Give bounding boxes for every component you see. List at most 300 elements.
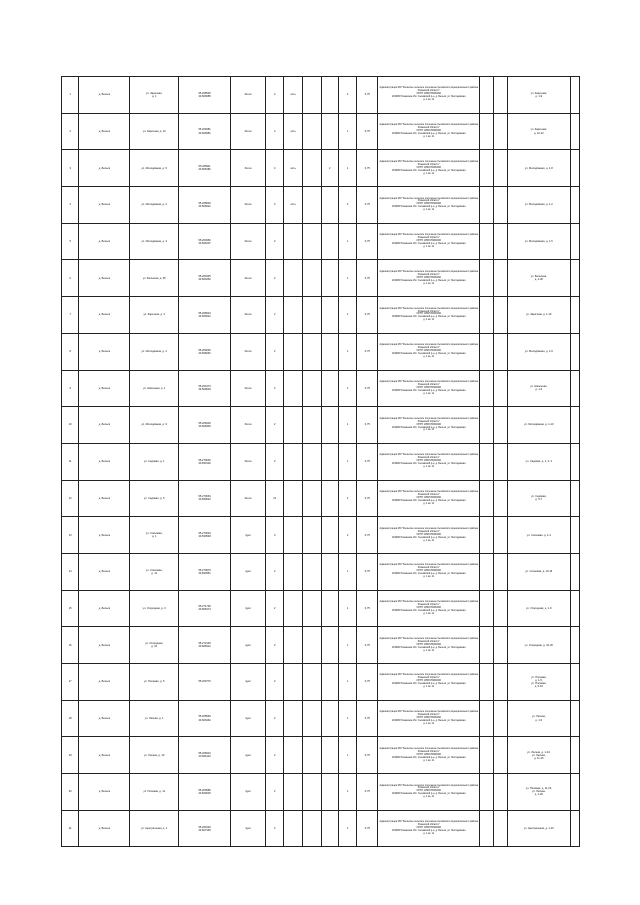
settlement-cell: д. Бельск xyxy=(79,187,130,224)
container-count-extra-cell xyxy=(321,113,338,150)
table-row xyxy=(62,297,580,334)
empty-cell xyxy=(302,700,321,737)
empty-cell xyxy=(494,664,508,701)
coordinates-cell: 55.268923 43.826521 xyxy=(179,297,231,334)
area-cell: 2 xyxy=(265,700,284,737)
coordinates-cell: 55.270046 43.830102 xyxy=(179,443,231,480)
empty-cell xyxy=(480,664,494,701)
empty-cell xyxy=(302,443,321,480)
empty-cell xyxy=(480,370,494,407)
served-objects-cell: ул. Сосновая, д. 10-15 xyxy=(508,553,571,590)
table-row xyxy=(62,553,580,590)
settlement-cell: д. Бельск xyxy=(79,664,130,701)
empty-cell xyxy=(494,297,508,334)
empty-cell xyxy=(570,260,579,297)
container-volume-cell: 0,75 xyxy=(357,774,378,811)
empty-cell xyxy=(302,370,321,407)
surface-type-cell: бетон xyxy=(231,260,266,297)
container-count-extra-cell: 2 xyxy=(321,150,338,187)
empty-cell xyxy=(302,187,321,224)
street-address-cell: ул. Молодёжная, д. 9 xyxy=(130,407,179,444)
empty-cell xyxy=(570,443,579,480)
container-volume-cell: 0,75 xyxy=(357,260,378,297)
empty-cell xyxy=(480,333,494,370)
served-objects-cell: ул. Полевая, д. 11-15, ул. Лесная, д. 1-20 xyxy=(508,774,571,811)
surface-type-cell: бетон xyxy=(231,443,266,480)
area-cell: 12 xyxy=(265,480,284,517)
served-objects-cell: ул. Заречная, д. 10-12 xyxy=(508,113,571,150)
container-count-cell: 1 xyxy=(338,407,357,444)
table-row xyxy=(62,113,580,150)
coordinates-cell: 55.269980 43.829025 xyxy=(179,774,231,811)
owner-organization-cell: Администрация МО "Бельское сельское поселение Сычёвского муниципального района Рязанской области" ОГРН 1056725000000 215280 Рязанская обл. Сычёвский р-н, д. Бельск, ул. Молодёжная д. 1 кв. 11 xyxy=(378,480,480,517)
empty-cell xyxy=(302,260,321,297)
served-objects-cell: ул. Молодёжная, д. 1-8 xyxy=(508,150,571,187)
empty-cell xyxy=(570,77,579,114)
empty-cell xyxy=(480,774,494,811)
street-address-cell: ул. Садовая, д. 5 xyxy=(130,480,179,517)
empty-cell xyxy=(302,517,321,554)
surface-type-cell: бетон xyxy=(231,187,266,224)
area-cell: 2 xyxy=(265,810,284,847)
area-cell: 2 xyxy=(265,333,284,370)
empty-cell xyxy=(494,627,508,664)
empty-cell xyxy=(494,113,508,150)
coordinates-cell: 55.268926 43.828321 xyxy=(179,187,231,224)
empty-cell xyxy=(302,664,321,701)
document-sheet xyxy=(61,76,580,847)
street-address-cell: ул. Полевая, д. 11 xyxy=(130,774,179,811)
settlement-cell: д. Бельск xyxy=(79,260,130,297)
container-count-extra-cell xyxy=(321,77,338,114)
cover-cell xyxy=(284,664,303,701)
cover-cell xyxy=(284,297,303,334)
empty-cell xyxy=(480,553,494,590)
cover-cell xyxy=(284,223,303,260)
table-row xyxy=(62,664,580,701)
empty-cell xyxy=(570,517,579,554)
container-volume-cell: 0,75 xyxy=(357,370,378,407)
served-objects-cell: ул. Бельская, д. 1-36 xyxy=(508,260,571,297)
owner-organization-cell: Администрация МО "Бельское сельское поселение Сычёвского муниципального района Рязанской области" ОГРН 1056725000000 215280 Рязанская обл. Сычёвский р-н, д. Бельск, ул. Молодёжная д. 1 кв. 11 xyxy=(378,700,480,737)
container-volume-cell: 0,75 xyxy=(357,810,378,847)
served-objects-cell: ул. Центральная, д. 1-10 xyxy=(508,810,571,847)
cover-cell: есть xyxy=(284,187,303,224)
row-number: 16 xyxy=(62,627,79,664)
empty-cell xyxy=(570,700,579,737)
settlement-cell: д. Бельск xyxy=(79,700,130,737)
container-volume-cell: 0,75 xyxy=(357,77,378,114)
coordinates-cell: 55.271736 43.828174 xyxy=(179,590,231,627)
area-cell: 2 xyxy=(265,223,284,260)
area-cell: 2 xyxy=(265,590,284,627)
settlement-cell: д. Бельск xyxy=(79,774,130,811)
container-count-cell: 1 xyxy=(338,113,357,150)
row-number: 14 xyxy=(62,553,79,590)
surface-type-cell: грунт xyxy=(231,664,266,701)
surface-type-cell: бетон xyxy=(231,77,266,114)
settlement-cell: д. Бельск xyxy=(79,407,130,444)
container-count-extra-cell xyxy=(321,260,338,297)
empty-cell xyxy=(480,260,494,297)
empty-cell xyxy=(570,407,579,444)
cover-cell: есть xyxy=(284,113,303,150)
settlement-cell: д. Бельск xyxy=(79,443,130,480)
settlement-cell: д. Бельск xyxy=(79,627,130,664)
container-volume-cell: 0,75 xyxy=(357,407,378,444)
surface-type-cell: грунт xyxy=(231,553,266,590)
street-address-cell: ул. Молодёжная, д. 5 xyxy=(130,150,179,187)
row-number: 19 xyxy=(62,737,79,774)
empty-cell xyxy=(570,737,579,774)
surface-type-cell: бетон xyxy=(231,113,266,150)
empty-cell xyxy=(494,700,508,737)
container-count-cell: 2 xyxy=(338,517,357,554)
row-number: 15 xyxy=(62,590,79,627)
container-count-cell: 1 xyxy=(338,553,357,590)
empty-cell xyxy=(494,260,508,297)
empty-cell xyxy=(494,553,508,590)
empty-cell xyxy=(494,77,508,114)
empty-cell xyxy=(480,627,494,664)
area-cell: 2 xyxy=(265,443,284,480)
container-count-extra-cell xyxy=(321,187,338,224)
area-cell: 2 xyxy=(265,553,284,590)
street-address-cell: ул. Лесная, д. 10 xyxy=(130,737,179,774)
container-count-cell: 1 xyxy=(338,627,357,664)
served-objects-cell: ул. Сосновая, д. 1-4 xyxy=(508,517,571,554)
container-count-cell: 2 xyxy=(338,187,357,224)
container-count-extra-cell xyxy=(321,407,338,444)
empty-cell xyxy=(494,187,508,224)
container-volume-cell: 0,75 xyxy=(357,223,378,260)
coordinates-cell: 55.269173 43.829603 xyxy=(179,370,231,407)
owner-organization-cell: Администрация МО "Бельское сельское поселение Сычёвского муниципального района Рязанской области" ОГРН 1056725000000 215280 Рязанская обл. Сычёвский р-н, д. Бельск, ул. Молодёжная д. 1 кв. 11 xyxy=(378,113,480,150)
settlement-cell: д. Бельск xyxy=(79,553,130,590)
empty-cell xyxy=(302,480,321,517)
served-objects-cell: ул. Полевая, д. 1-5, ул. Полевая, д. 6-10 xyxy=(508,664,571,701)
area-cell: 4 xyxy=(265,150,284,187)
empty-cell xyxy=(570,187,579,224)
row-number: 8 xyxy=(62,333,79,370)
container-count-extra-cell xyxy=(321,480,338,517)
row-number: 2 xyxy=(62,113,79,150)
settlement-cell: д. Бельск xyxy=(79,223,130,260)
settlement-cell: д. Бельск xyxy=(79,480,130,517)
served-objects-cell: ул. Молодёжная, д. 1-10 xyxy=(508,407,571,444)
empty-cell xyxy=(494,223,508,260)
empty-cell xyxy=(480,407,494,444)
served-objects-cell: ул. Огородная, д. 10-20 xyxy=(508,627,571,664)
street-address-cell: ул. Молодёжная, д. 2 xyxy=(130,333,179,370)
surface-type-cell: бетон xyxy=(231,333,266,370)
street-address-cell: ул. Молодёжная, д. 2 xyxy=(130,187,179,224)
container-count-cell: 1 xyxy=(338,810,357,847)
container-volume-cell: 0,75 xyxy=(357,700,378,737)
coordinates-cell: 55.269130 43.827460 xyxy=(179,810,231,847)
settlement-cell: д. Бельск xyxy=(79,333,130,370)
cover-cell xyxy=(284,810,303,847)
container-count-cell: 1 xyxy=(338,590,357,627)
settlement-cell: д. Бельск xyxy=(79,77,130,114)
empty-cell xyxy=(302,810,321,847)
cover-cell xyxy=(284,333,303,370)
owner-organization-cell: Администрация МО "Бельское сельское поселение Сычёвского муниципального района Рязанской области" ОГРН 1056725000000 215280 Рязанская обл. Сычёвский р-н, д. Бельск, ул. Молодёжная д. 1 кв. 11 xyxy=(378,187,480,224)
settlement-cell: д. Бельск xyxy=(79,113,130,150)
row-number: 12 xyxy=(62,480,79,517)
table-row xyxy=(62,737,580,774)
empty-cell xyxy=(480,810,494,847)
street-address-cell: ул. Полевая, д. 5 xyxy=(130,664,179,701)
empty-cell xyxy=(570,223,579,260)
container-count-extra-cell xyxy=(321,223,338,260)
cover-cell xyxy=(284,407,303,444)
surface-type-cell: грунт xyxy=(231,774,266,811)
cover-cell xyxy=(284,737,303,774)
coordinates-cell: 55.269352 43.828137 xyxy=(179,223,231,260)
empty-cell xyxy=(302,77,321,114)
row-number: 6 xyxy=(62,260,79,297)
empty-cell xyxy=(570,664,579,701)
street-address-cell: ул. Огородная, д. 10 xyxy=(130,627,179,664)
owner-organization-cell: Администрация МО "Бельское сельское поселение Сычёвского муниципального района Рязанской области" ОГРН 1056725000000 215280 Рязанская обл. Сычёвский р-н, д. Бельск, ул. Молодёжная д. 1 кв. 11 xyxy=(378,77,480,114)
table-row xyxy=(62,700,580,737)
served-objects-cell: ул. Лесная, д. 1-5 xyxy=(508,700,571,737)
area-cell: 4 xyxy=(265,77,284,114)
container-volume-cell: 0,75 xyxy=(357,590,378,627)
container-count-cell: 1 xyxy=(338,370,357,407)
empty-cell xyxy=(480,77,494,114)
owner-organization-cell: Администрация МО "Бельское сельское поселение Сычёвского муниципального района Рязанской области" ОГРН 1056725000000 215280 Рязанская обл. Сычёвский р-н, д. Бельск, ул. Молодёжная д. 1 кв. 11 xyxy=(378,810,480,847)
served-objects-cell: ул. Лесная, д. 1-10, ул. Лесная, д. 11-15 xyxy=(508,737,571,774)
owner-organization-cell: Администрация МО "Бельское сельское поселение Сычёвского муниципального района Рязанской области" ОГРН 1056725000000 215280 Рязанская обл. Сычёвский р-н, д. Бельск, ул. Молодёжная д. 1 кв. 11 xyxy=(378,664,480,701)
container-count-cell: 2 xyxy=(338,480,357,517)
served-objects-cell: ул. Молодёжная, д. 1-5 xyxy=(508,223,571,260)
container-volume-cell: 0,75 xyxy=(357,113,378,150)
owner-organization-cell: Администрация МО "Бельское сельское поселение Сычёвского муниципального района Рязанской области" ОГРН 1056725000000 215280 Рязанская обл. Сычёвский р-н, д. Бельск, ул. Молодёжная д. 1 кв. 11 xyxy=(378,260,480,297)
owner-organization-cell: Администрация МО "Бельское сельское поселение Сычёвского муниципального района Рязанской области" ОГРН 1056725000000 215280 Рязанская обл. Сычёвский р-н, д. Бельск, ул. Молодёжная д. 1 кв. 11 xyxy=(378,553,480,590)
served-objects-cell: ул. Молодёжная, д. 1-9 xyxy=(508,333,571,370)
settlement-cell: д. Бельск xyxy=(79,737,130,774)
empty-cell xyxy=(480,187,494,224)
empty-cell xyxy=(494,480,508,517)
table-row xyxy=(62,333,580,370)
container-count-extra-cell xyxy=(321,443,338,480)
container-count-extra-cell xyxy=(321,333,338,370)
empty-cell xyxy=(480,517,494,554)
container-count-cell: 1 xyxy=(338,333,357,370)
area-cell: 2 xyxy=(265,627,284,664)
container-count-extra-cell xyxy=(321,700,338,737)
coordinates-cell: 55.268525 43.826685 xyxy=(179,77,231,114)
container-count-extra-cell xyxy=(321,627,338,664)
row-number: 7 xyxy=(62,297,79,334)
coordinates-cell: 55.272130 43.828412 xyxy=(179,627,231,664)
coordinates-cell: 55.269770 xyxy=(179,664,231,701)
settlement-cell: д. Бельск xyxy=(79,370,130,407)
table-row xyxy=(62,774,580,811)
table-row xyxy=(62,810,580,847)
empty-cell xyxy=(302,223,321,260)
coordinates-cell: 55.270623 43.830548 xyxy=(179,517,231,554)
street-address-cell: ул. Огородная, д. 3 xyxy=(130,590,179,627)
served-objects-cell: ул. Молодёжная, д. 1-2 xyxy=(508,187,571,224)
container-count-cell: 1 xyxy=(338,150,357,187)
street-address-cell: ул. Заречная, д. 3 xyxy=(130,297,179,334)
container-volume-cell: 0,75 xyxy=(357,627,378,664)
street-address-cell: ул. Центральная, д. 1 xyxy=(130,810,179,847)
table-body xyxy=(62,77,580,847)
empty-cell xyxy=(480,443,494,480)
coordinates-cell: 55.268560 43.826462 xyxy=(179,700,231,737)
cover-cell xyxy=(284,774,303,811)
row-number: 9 xyxy=(62,370,79,407)
owner-organization-cell: Администрация МО "Бельское сельское поселение Сычёвского муниципального района Рязанской области" ОГРН 1056725000000 215280 Рязанская обл. Сычёвский р-н, д. Бельск, ул. Молодёжная д. 1 кв. 11 xyxy=(378,443,480,480)
empty-cell xyxy=(570,553,579,590)
container-volume-cell: 0,75 xyxy=(357,737,378,774)
empty-cell xyxy=(302,553,321,590)
street-address-cell: ул. Сосновая, д. 11 xyxy=(130,553,179,590)
empty-cell xyxy=(302,407,321,444)
empty-cell xyxy=(570,113,579,150)
container-count-cell: 1 xyxy=(338,223,357,260)
row-number: 1 xyxy=(62,77,79,114)
surface-type-cell: грунт xyxy=(231,517,266,554)
container-count-cell: 1 xyxy=(338,664,357,701)
container-count-cell: 1 xyxy=(338,443,357,480)
table-row xyxy=(62,443,580,480)
street-address-cell: ул. Заречная, д. 1 xyxy=(130,77,179,114)
area-cell: 4 xyxy=(265,517,284,554)
cover-cell: есть xyxy=(284,77,303,114)
coordinates-cell: 55.268310 43.826110 xyxy=(179,737,231,774)
row-number: 11 xyxy=(62,443,79,480)
container-count-cell: 1 xyxy=(338,774,357,811)
cover-cell xyxy=(284,553,303,590)
served-objects-cell: ул. Заречная, д. 1-10 xyxy=(508,297,571,334)
row-number: 20 xyxy=(62,774,79,811)
coordinates-cell: 55.270970 43.830951 xyxy=(179,553,231,590)
area-cell: 2 xyxy=(265,297,284,334)
served-objects-cell: ул. Заречная, д. 1-9 xyxy=(508,77,571,114)
area-cell: 2 xyxy=(265,370,284,407)
empty-cell xyxy=(494,737,508,774)
empty-cell xyxy=(302,590,321,627)
cover-cell xyxy=(284,517,303,554)
container-count-extra-cell xyxy=(321,664,338,701)
coordinates-cell: 55.269246 43.828262 xyxy=(179,333,231,370)
cover-cell xyxy=(284,627,303,664)
settlement-cell: д. Бельск xyxy=(79,810,130,847)
coordinates-cell: 55.269381 43.826981 xyxy=(179,113,231,150)
owner-organization-cell: Администрация МО "Бельское сельское поселение Сычёвского муниципального района Рязанской области" ОГРН 1056725000000 215280 Рязанская обл. Сычёвский р-н, д. Бельск, ул. Молодёжная д. 1 кв. 11 xyxy=(378,517,480,554)
empty-cell xyxy=(494,333,508,370)
empty-cell xyxy=(302,150,321,187)
surface-type-cell: бетон xyxy=(231,370,266,407)
row-number: 4 xyxy=(62,187,79,224)
surface-type-cell: грунт xyxy=(231,700,266,737)
empty-cell xyxy=(480,480,494,517)
container-count-extra-cell xyxy=(321,553,338,590)
area-cell: 2 xyxy=(265,407,284,444)
container-count-extra-cell xyxy=(321,737,338,774)
table-row xyxy=(62,590,580,627)
empty-cell xyxy=(480,150,494,187)
surface-type-cell: грунт xyxy=(231,590,266,627)
empty-cell xyxy=(480,700,494,737)
container-volume-cell: 0,75 xyxy=(357,187,378,224)
surface-type-cell: грунт xyxy=(231,627,266,664)
surface-type-cell: бетон xyxy=(231,223,266,260)
container-count-extra-cell xyxy=(321,774,338,811)
container-count-cell: 1 xyxy=(338,737,357,774)
empty-cell xyxy=(494,774,508,811)
served-objects-cell: ул. Садовая, д. 1, 2, 3 xyxy=(508,443,571,480)
street-address-cell: ул. Молодёжная, д. 3 xyxy=(130,223,179,260)
area-cell: 4 xyxy=(265,113,284,150)
street-address-cell: ул. Школьная, д. 1 xyxy=(130,370,179,407)
area-cell: 2 xyxy=(265,260,284,297)
empty-cell xyxy=(494,810,508,847)
empty-cell xyxy=(494,150,508,187)
row-number: 10 xyxy=(62,407,79,444)
street-address-cell: ул. Сосновая, д. 1 xyxy=(130,517,179,554)
container-volume-cell: 0,75 xyxy=(357,553,378,590)
coordinates-cell: 55.269911 43.828182 xyxy=(179,150,231,187)
settlement-cell: д. Бельск xyxy=(79,590,130,627)
empty-cell xyxy=(494,590,508,627)
owner-organization-cell: Администрация МО "Бельское сельское поселение Сычёвского муниципального района Рязанской области" ОГРН 1056725000000 215280 Рязанская обл. Сычёвский р-н, д. Бельск, ул. Молодёжная д. 1 кв. 11 xyxy=(378,370,480,407)
cover-cell: есть xyxy=(284,150,303,187)
street-address-cell: ул. Заречная, д. 10 xyxy=(130,113,179,150)
container-volume-cell: 0,75 xyxy=(357,517,378,554)
area-cell: 2 xyxy=(265,664,284,701)
coordinates-cell: 55.270664 43.830522 xyxy=(179,480,231,517)
table-row xyxy=(62,480,580,517)
served-objects-cell: ул. Огородная, д. 1-9 xyxy=(508,590,571,627)
table-row xyxy=(62,187,580,224)
settlement-cell: д. Бельск xyxy=(79,297,130,334)
surface-type-cell: бетон xyxy=(231,407,266,444)
surface-type-cell: грунт xyxy=(231,737,266,774)
cover-cell xyxy=(284,480,303,517)
waste-sites-table xyxy=(61,76,580,847)
empty-cell xyxy=(302,333,321,370)
container-volume-cell: 0,75 xyxy=(357,480,378,517)
street-address-cell: ул. Лесная, д. 1 xyxy=(130,700,179,737)
settlement-cell: д. Бельск xyxy=(79,150,130,187)
container-volume-cell: 0,75 xyxy=(357,150,378,187)
empty-cell xyxy=(570,370,579,407)
served-objects-cell: ул. Садовая, д. 5-7 xyxy=(508,480,571,517)
owner-organization-cell: Администрация МО "Бельское сельское поселение Сычёвского муниципального района Рязанской области" ОГРН 1056725000000 215280 Рязанская обл. Сычёвский р-н, д. Бельск, ул. Молодёжная д. 1 кв. 11 xyxy=(378,774,480,811)
row-number: 21 xyxy=(62,810,79,847)
surface-type-cell: бетон xyxy=(231,297,266,334)
owner-organization-cell: Администрация МО "Бельское сельское поселение Сычёвского муниципального района Рязанской области" ОГРН 1056725000000 215280 Рязанская обл. Сычёвский р-н, д. Бельск, ул. Молодёжная д. 1 кв. 11 xyxy=(378,223,480,260)
table-row xyxy=(62,627,580,664)
container-count-extra-cell xyxy=(321,810,338,847)
table-row xyxy=(62,407,580,444)
coordinates-cell: 55.268418 43.828320 xyxy=(179,407,231,444)
area-cell: 4 xyxy=(265,187,284,224)
container-volume-cell: 0,75 xyxy=(357,443,378,480)
empty-cell xyxy=(570,590,579,627)
coordinates-cell: 55.269435 43.829452 xyxy=(179,260,231,297)
cover-cell xyxy=(284,260,303,297)
owner-organization-cell: Администрация МО "Бельское сельское поселение Сычёвского муниципального района Рязанской области" ОГРН 1056725000000 215280 Рязанская обл. Сычёвский р-н, д. Бельск, ул. Молодёжная д. 1 кв. 11 xyxy=(378,333,480,370)
container-volume-cell: 0,75 xyxy=(357,333,378,370)
table-row xyxy=(62,150,580,187)
